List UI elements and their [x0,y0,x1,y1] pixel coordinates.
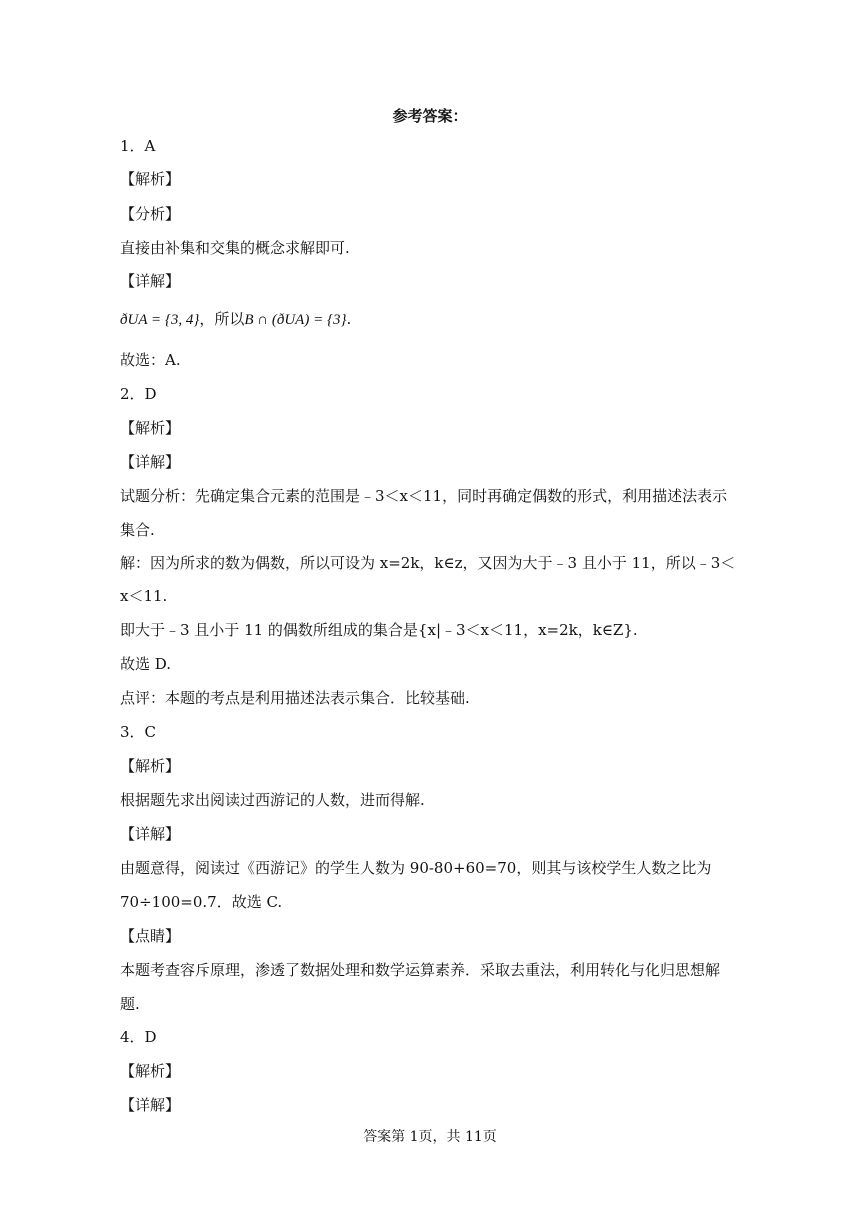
text-line: 【详解】 [120,453,181,471]
text-line: 直接由补集和交集的概念求解即可. [120,239,350,257]
page-footer: 答案第 1页，共 11页 [363,1129,497,1145]
formula-end: . [346,310,352,328]
formula-separator: ，所以 [199,310,245,328]
text-line: 【详解】 [120,825,181,843]
text-line: 4．D [120,1028,157,1046]
text-line: 故选 D. [120,655,172,673]
text-line: 题. [120,995,140,1013]
text-line: 故选：A. [120,351,181,369]
text-line: 试题分析：先确定集合元素的范围是﹣3＜x＜11，同时再确定偶数的形式，利用描述法表示 [120,487,728,505]
text-line: 即大于﹣3 且小于 11 的偶数所组成的集合是{x|﹣3＜x＜11，x=2k，k∈Z}. [120,621,638,639]
text-line: 【详解】 [120,272,181,290]
page-title: 参考答案： [392,107,468,125]
text-line: 【解析】 [120,757,181,775]
text-line: 【解析】 [120,1062,181,1080]
text-line: 1．A [120,137,156,155]
text-line: x＜11. [120,587,168,605]
text-line: 2．D [120,385,157,403]
text-line: 【解析】 [120,419,181,437]
text-line: 解：因为所求的数为偶数，所以可设为 x=2k，k∈z，又因为大于﹣3 且小于 11，所以﹣3＜ [120,554,736,572]
text-line: 【分析】 [120,205,181,223]
formula-intersection: B ∩ (ðUA) = {3} [244,312,347,328]
text-line: 根据题先求出阅读过西游记的人数，进而得解. [120,791,425,809]
formula-line [120,308,351,329]
formula-complement: ðUA = {3, 4} [120,312,200,328]
text-line: 集合. [120,521,155,539]
text-line: 3．C [120,723,157,741]
text-line: 本题考查容斥原理，渗透了数据处理和数学运算素养．采取去重法，利用转化与化归思想解 [120,961,721,979]
text-line: 由题意得，阅读过《西游记》的学生人数为 90-80+60=70，则其与该校学生人数之比为 [120,859,712,877]
text-line: 【详解】 [120,1096,181,1114]
text-line: 70÷100=0.7．故选 C. [120,893,283,911]
text-line: 【解析】 [120,170,181,188]
text-line: 点评：本题的考点是利用描述法表示集合．比较基础. [120,689,470,707]
text-line: 【点睛】 [120,927,181,945]
